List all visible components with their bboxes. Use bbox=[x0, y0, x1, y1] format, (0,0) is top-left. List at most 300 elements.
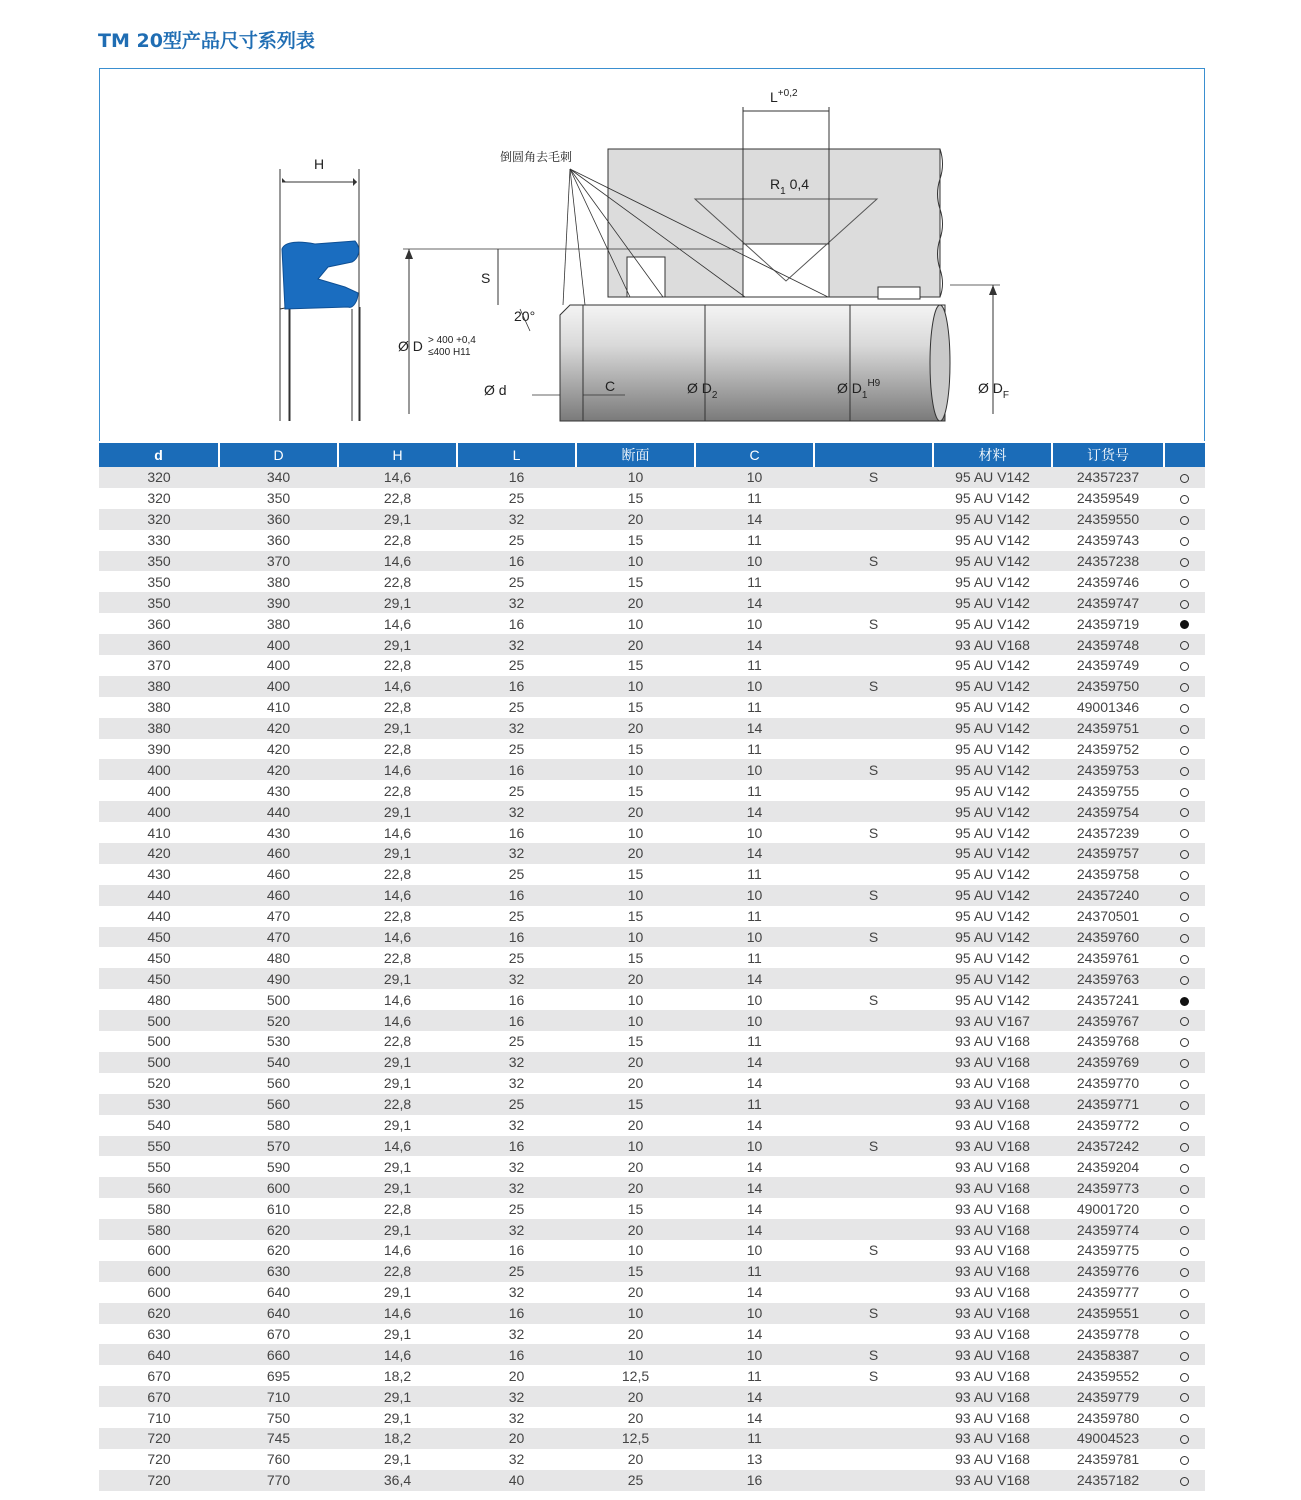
stock-indicator bbox=[1164, 697, 1205, 718]
table-cell: 710 bbox=[99, 1407, 219, 1428]
table-cell: 20 bbox=[576, 1052, 695, 1073]
table-cell: 14 bbox=[695, 843, 814, 864]
table-cell: 360 bbox=[99, 613, 219, 634]
open-circle-icon bbox=[1180, 537, 1189, 546]
table-cell: 25 bbox=[457, 947, 576, 968]
table-cell: 32 bbox=[457, 1219, 576, 1240]
table-cell: 440 bbox=[99, 885, 219, 906]
table-cell: 14 bbox=[695, 1407, 814, 1428]
table-cell: 93 AU V168 bbox=[933, 1282, 1052, 1303]
table-cell: 11 bbox=[695, 906, 814, 927]
table-cell: 380 bbox=[99, 718, 219, 739]
stock-indicator bbox=[1164, 1177, 1205, 1198]
table-row bbox=[99, 1261, 1205, 1282]
table-cell: S bbox=[814, 885, 933, 906]
label-l: $L^{+0,2}$ bbox=[770, 88, 798, 105]
open-circle-icon bbox=[1180, 976, 1189, 985]
table-cell: 32 bbox=[457, 1407, 576, 1428]
table-cell: 450 bbox=[99, 927, 219, 948]
table-cell: 470 bbox=[219, 927, 338, 948]
table-cell: 12,5 bbox=[576, 1365, 695, 1386]
table-cell: 29,1 bbox=[338, 1156, 457, 1177]
table-cell: 95 AU V142 bbox=[933, 467, 1052, 488]
stock-indicator bbox=[1164, 885, 1205, 906]
table-cell: 14 bbox=[695, 1052, 814, 1073]
table-cell: 16 bbox=[457, 676, 576, 697]
table-cell: 14 bbox=[695, 1282, 814, 1303]
table-cell: 14,6 bbox=[338, 1136, 457, 1157]
table-cell: 15 bbox=[576, 655, 695, 676]
open-circle-icon bbox=[1180, 1310, 1189, 1319]
table-cell: 600 bbox=[219, 1177, 338, 1198]
stock-indicator bbox=[1164, 1282, 1205, 1303]
table-cell: 420 bbox=[219, 739, 338, 760]
table-cell: 29,1 bbox=[338, 592, 457, 613]
table-cell: 580 bbox=[99, 1219, 219, 1240]
table-row bbox=[99, 989, 1205, 1010]
table-cell: 600 bbox=[99, 1282, 219, 1303]
table-cell: 420 bbox=[219, 759, 338, 780]
table-row bbox=[99, 968, 1205, 989]
table-row bbox=[99, 906, 1205, 927]
stock-indicator bbox=[1164, 1115, 1205, 1136]
table-cell: 15 bbox=[576, 906, 695, 927]
table-cell: 25 bbox=[457, 1031, 576, 1052]
table-cell: 24357237 bbox=[1052, 467, 1164, 488]
stock-indicator bbox=[1164, 509, 1205, 530]
table-cell: 24359748 bbox=[1052, 634, 1164, 655]
col-header-4: 断面 bbox=[576, 443, 695, 467]
table-cell: 10 bbox=[576, 989, 695, 1010]
table-cell: 24359755 bbox=[1052, 780, 1164, 801]
stock-indicator bbox=[1164, 655, 1205, 676]
seal-profile bbox=[280, 156, 360, 421]
table-cell: 24359774 bbox=[1052, 1219, 1164, 1240]
stock-indicator bbox=[1164, 947, 1205, 968]
table-cell bbox=[814, 1198, 933, 1219]
table-cell: 520 bbox=[219, 1010, 338, 1031]
table-cell bbox=[814, 1010, 933, 1031]
table-cell: 24359773 bbox=[1052, 1177, 1164, 1198]
table-cell: 24357239 bbox=[1052, 822, 1164, 843]
table-cell: 400 bbox=[99, 780, 219, 801]
table-cell: 29,1 bbox=[338, 1386, 457, 1407]
table-cell: 490 bbox=[219, 968, 338, 989]
table-cell bbox=[814, 1073, 933, 1094]
table-row bbox=[99, 822, 1205, 843]
diagram-svg bbox=[100, 69, 1204, 441]
open-circle-icon bbox=[1180, 1393, 1189, 1402]
table-cell: 15 bbox=[576, 1031, 695, 1052]
table-cell: 14 bbox=[695, 592, 814, 613]
table-cell: 10 bbox=[695, 613, 814, 634]
table-cell: 15 bbox=[576, 780, 695, 801]
table-cell: 24359550 bbox=[1052, 509, 1164, 530]
table-cell: 24359753 bbox=[1052, 759, 1164, 780]
table-cell: 530 bbox=[219, 1031, 338, 1052]
table-cell: 24357182 bbox=[1052, 1470, 1164, 1491]
table-cell: 14,6 bbox=[338, 1010, 457, 1031]
table-cell: 400 bbox=[219, 676, 338, 697]
table-row bbox=[99, 613, 1205, 634]
table-cell: 22,8 bbox=[338, 488, 457, 509]
open-circle-icon bbox=[1180, 579, 1189, 588]
table-cell: 32 bbox=[457, 592, 576, 613]
filled-circle-icon bbox=[1180, 620, 1189, 629]
col-header-3: L bbox=[457, 443, 576, 467]
table-cell: 95 AU V142 bbox=[933, 780, 1052, 801]
table-cell: 16 bbox=[457, 613, 576, 634]
table-cell: 18,2 bbox=[338, 1365, 457, 1386]
table-body bbox=[99, 467, 1205, 1491]
stock-indicator bbox=[1164, 780, 1205, 801]
table-row bbox=[99, 634, 1205, 655]
table-cell: 93 AU V168 bbox=[933, 1407, 1052, 1428]
label-d2: Ø $D_2$ bbox=[687, 380, 718, 401]
open-circle-icon bbox=[1180, 600, 1189, 609]
table-cell: 29,1 bbox=[338, 1073, 457, 1094]
table-cell: 10 bbox=[576, 467, 695, 488]
table-cell: 32 bbox=[457, 843, 576, 864]
table-cell: 49001346 bbox=[1052, 697, 1164, 718]
stock-indicator bbox=[1164, 1052, 1205, 1073]
table-cell: 16 bbox=[457, 467, 576, 488]
table-cell: 95 AU V142 bbox=[933, 551, 1052, 572]
table-cell: 10 bbox=[576, 1344, 695, 1365]
table-cell: 32 bbox=[457, 1324, 576, 1345]
table-cell: 720 bbox=[99, 1470, 219, 1491]
stock-indicator bbox=[1164, 843, 1205, 864]
table-cell: 20 bbox=[576, 1073, 695, 1094]
table-cell bbox=[814, 739, 933, 760]
table-cell: 15 bbox=[576, 1261, 695, 1282]
table-cell: 93 AU V168 bbox=[933, 1115, 1052, 1136]
table-cell: 16 bbox=[457, 1010, 576, 1031]
table-cell: 360 bbox=[219, 509, 338, 530]
table-cell: 93 AU V168 bbox=[933, 1240, 1052, 1261]
table-cell: 14 bbox=[695, 1324, 814, 1345]
table-cell: 15 bbox=[576, 571, 695, 592]
table-cell: 11 bbox=[695, 1365, 814, 1386]
table-cell: 11 bbox=[695, 864, 814, 885]
table-cell: S bbox=[814, 927, 933, 948]
table-cell: 29,1 bbox=[338, 509, 457, 530]
table-cell: 610 bbox=[219, 1198, 338, 1219]
table-row bbox=[99, 697, 1205, 718]
table-cell: 10 bbox=[576, 613, 695, 634]
table-cell: 420 bbox=[99, 843, 219, 864]
table-cell: 95 AU V142 bbox=[933, 927, 1052, 948]
filled-circle-icon bbox=[1180, 997, 1189, 1006]
table-cell: 10 bbox=[576, 551, 695, 572]
table-cell: 14,6 bbox=[338, 551, 457, 572]
table-row bbox=[99, 1010, 1205, 1031]
table-cell: 14,6 bbox=[338, 885, 457, 906]
table-cell: 10 bbox=[576, 1136, 695, 1157]
open-circle-icon bbox=[1180, 1268, 1189, 1277]
table-cell bbox=[814, 1324, 933, 1345]
table-cell: 29,1 bbox=[338, 1177, 457, 1198]
open-circle-icon bbox=[1180, 662, 1189, 671]
table-cell: 540 bbox=[219, 1052, 338, 1073]
label-d-inner: Ø d bbox=[484, 382, 507, 398]
table-cell: 380 bbox=[219, 613, 338, 634]
table-cell: 95 AU V142 bbox=[933, 676, 1052, 697]
table-cell: 24359769 bbox=[1052, 1052, 1164, 1073]
stock-indicator bbox=[1164, 968, 1205, 989]
open-circle-icon bbox=[1180, 1289, 1189, 1298]
table-cell: 29,1 bbox=[338, 843, 457, 864]
stock-indicator bbox=[1164, 927, 1205, 948]
table-cell: 93 AU V168 bbox=[933, 1470, 1052, 1491]
table-cell: 24359719 bbox=[1052, 613, 1164, 634]
table-cell bbox=[814, 1449, 933, 1470]
table-cell bbox=[814, 634, 933, 655]
table-row bbox=[99, 1177, 1205, 1198]
table-cell: 24359746 bbox=[1052, 571, 1164, 592]
table-cell: 10 bbox=[695, 1010, 814, 1031]
table-cell: S bbox=[814, 551, 933, 572]
table-cell: 20 bbox=[576, 592, 695, 613]
table-cell: 24357238 bbox=[1052, 551, 1164, 572]
table-cell: 29,1 bbox=[338, 1324, 457, 1345]
page-title: TM 20型产品尺寸系列表 bbox=[98, 30, 315, 52]
table-cell: 24359775 bbox=[1052, 1240, 1164, 1261]
stock-indicator bbox=[1164, 906, 1205, 927]
table-cell: 350 bbox=[219, 488, 338, 509]
table-cell: 95 AU V142 bbox=[933, 989, 1052, 1010]
table-cell: 95 AU V142 bbox=[933, 697, 1052, 718]
table-cell: 720 bbox=[99, 1449, 219, 1470]
table-cell: 95 AU V142 bbox=[933, 759, 1052, 780]
table-cell: 16 bbox=[457, 822, 576, 843]
table-cell: 350 bbox=[99, 592, 219, 613]
table-cell: 14,6 bbox=[338, 1303, 457, 1324]
table-cell: 380 bbox=[99, 697, 219, 718]
table-cell: 400 bbox=[99, 801, 219, 822]
table-cell: 22,8 bbox=[338, 571, 457, 592]
table-row bbox=[99, 801, 1205, 822]
open-circle-icon bbox=[1180, 1080, 1189, 1089]
table-cell: 14,6 bbox=[338, 676, 457, 697]
open-circle-icon bbox=[1180, 725, 1189, 734]
stock-indicator bbox=[1164, 571, 1205, 592]
table-cell: 22,8 bbox=[338, 697, 457, 718]
table-row bbox=[99, 509, 1205, 530]
open-circle-icon bbox=[1180, 1059, 1189, 1068]
table-cell: 560 bbox=[99, 1177, 219, 1198]
stock-indicator bbox=[1164, 1470, 1205, 1491]
label-h: H bbox=[314, 156, 325, 172]
table-cell bbox=[814, 1219, 933, 1240]
table-cell: 390 bbox=[99, 739, 219, 760]
table-cell bbox=[814, 571, 933, 592]
table-cell: 480 bbox=[99, 989, 219, 1010]
table-cell: 93 AU V168 bbox=[933, 1156, 1052, 1177]
table-cell bbox=[814, 1115, 933, 1136]
table-cell: 11 bbox=[695, 1261, 814, 1282]
table-cell: 95 AU V142 bbox=[933, 968, 1052, 989]
table-cell: 11 bbox=[695, 488, 814, 509]
table-cell: 95 AU V142 bbox=[933, 864, 1052, 885]
stock-indicator bbox=[1164, 1365, 1205, 1386]
table-cell: 15 bbox=[576, 864, 695, 885]
table-cell bbox=[814, 718, 933, 739]
table-cell bbox=[814, 1386, 933, 1407]
table-cell: 540 bbox=[99, 1115, 219, 1136]
table-cell: 10 bbox=[695, 885, 814, 906]
open-circle-icon bbox=[1180, 955, 1189, 964]
table-cell: 350 bbox=[99, 551, 219, 572]
table-cell: 93 AU V168 bbox=[933, 1324, 1052, 1345]
stock-indicator bbox=[1164, 1303, 1205, 1324]
table-cell: 16 bbox=[457, 989, 576, 1010]
table-cell: 11 bbox=[695, 947, 814, 968]
table-cell: 40 bbox=[457, 1470, 576, 1491]
table-row bbox=[99, 488, 1205, 509]
table-cell: 750 bbox=[219, 1407, 338, 1428]
table-row bbox=[99, 759, 1205, 780]
table-cell bbox=[814, 655, 933, 676]
table-row bbox=[99, 1449, 1205, 1470]
table-row bbox=[99, 1115, 1205, 1136]
table-cell: 320 bbox=[99, 509, 219, 530]
rod bbox=[560, 305, 950, 421]
table-cell: 22,8 bbox=[338, 864, 457, 885]
table-cell: 22,8 bbox=[338, 1094, 457, 1115]
table-cell: 16 bbox=[457, 927, 576, 948]
table-cell: 25 bbox=[457, 864, 576, 885]
table-cell: 14 bbox=[695, 1115, 814, 1136]
stock-indicator bbox=[1164, 1156, 1205, 1177]
table-cell: 460 bbox=[219, 885, 338, 906]
table-cell: 10 bbox=[695, 1344, 814, 1365]
table-cell bbox=[814, 592, 933, 613]
table-cell: 29,1 bbox=[338, 1115, 457, 1136]
table-cell: 370 bbox=[99, 655, 219, 676]
col-header-5: C bbox=[695, 443, 814, 467]
table-cell bbox=[814, 947, 933, 968]
table-row bbox=[99, 927, 1205, 948]
table-cell: 29,1 bbox=[338, 801, 457, 822]
label-d1: Ø $D_1^{H9}$ bbox=[837, 378, 881, 401]
table-cell: 95 AU V142 bbox=[933, 822, 1052, 843]
open-circle-icon bbox=[1180, 1435, 1189, 1444]
table-cell: 550 bbox=[99, 1156, 219, 1177]
table-cell: 20 bbox=[576, 1449, 695, 1470]
table-cell: 10 bbox=[695, 822, 814, 843]
stock-indicator bbox=[1164, 676, 1205, 697]
table-cell: 10 bbox=[695, 467, 814, 488]
table-cell: 25 bbox=[457, 1261, 576, 1282]
table-cell: 14,6 bbox=[338, 1240, 457, 1261]
table-cell: 95 AU V142 bbox=[933, 613, 1052, 634]
table-cell: 14,6 bbox=[338, 822, 457, 843]
stock-indicator bbox=[1164, 864, 1205, 885]
table-cell: 14,6 bbox=[338, 989, 457, 1010]
table-cell: 470 bbox=[219, 906, 338, 927]
table-cell: 15 bbox=[576, 739, 695, 760]
table-cell: 20 bbox=[457, 1428, 576, 1449]
table-cell: 14 bbox=[695, 968, 814, 989]
table-cell: 620 bbox=[219, 1240, 338, 1261]
stock-indicator bbox=[1164, 1136, 1205, 1157]
table-cell: 10 bbox=[576, 1240, 695, 1261]
table-cell: 22,8 bbox=[338, 780, 457, 801]
table-cell: 93 AU V168 bbox=[933, 1449, 1052, 1470]
table-header bbox=[99, 443, 1205, 467]
table-cell: 93 AU V168 bbox=[933, 1303, 1052, 1324]
open-circle-icon bbox=[1180, 1122, 1189, 1131]
table-cell: 32 bbox=[457, 1282, 576, 1303]
table-cell: 660 bbox=[219, 1344, 338, 1365]
table-cell: S bbox=[814, 759, 933, 780]
table-cell: 670 bbox=[99, 1365, 219, 1386]
table-row bbox=[99, 1219, 1205, 1240]
stock-indicator bbox=[1164, 1198, 1205, 1219]
table-cell: 95 AU V142 bbox=[933, 906, 1052, 927]
table-cell: 460 bbox=[219, 843, 338, 864]
table-cell: 93 AU V168 bbox=[933, 1177, 1052, 1198]
stock-indicator bbox=[1164, 1031, 1205, 1052]
table-cell bbox=[814, 1428, 933, 1449]
table-cell: 10 bbox=[695, 759, 814, 780]
table-cell: 430 bbox=[219, 780, 338, 801]
table-cell: 95 AU V142 bbox=[933, 801, 1052, 822]
table-cell: 14 bbox=[695, 509, 814, 530]
table-cell: 24359761 bbox=[1052, 947, 1164, 968]
table-cell: 15 bbox=[576, 697, 695, 718]
table-cell: S bbox=[814, 1344, 933, 1365]
table-cell: 460 bbox=[219, 864, 338, 885]
table-cell bbox=[814, 1031, 933, 1052]
table-cell: 15 bbox=[576, 947, 695, 968]
table-cell: 12,5 bbox=[576, 1428, 695, 1449]
table-cell: 450 bbox=[99, 968, 219, 989]
table-cell: 93 AU V168 bbox=[933, 1428, 1052, 1449]
table-cell: 32 bbox=[457, 1386, 576, 1407]
table-cell: 760 bbox=[219, 1449, 338, 1470]
table-cell: 25 bbox=[457, 780, 576, 801]
table-cell: 24358387 bbox=[1052, 1344, 1164, 1365]
table-cell: 20 bbox=[457, 1365, 576, 1386]
table-cell bbox=[814, 1052, 933, 1073]
table-cell: 95 AU V142 bbox=[933, 592, 1052, 613]
label-s: S bbox=[481, 270, 491, 286]
open-circle-icon bbox=[1180, 1017, 1189, 1026]
stock-indicator bbox=[1164, 1261, 1205, 1282]
table-row bbox=[99, 1240, 1205, 1261]
table-cell: 570 bbox=[219, 1136, 338, 1157]
table-cell: 14,6 bbox=[338, 1344, 457, 1365]
size-table bbox=[99, 443, 1205, 1491]
table-cell: 620 bbox=[99, 1303, 219, 1324]
table-cell: 20 bbox=[576, 1115, 695, 1136]
stock-indicator bbox=[1164, 592, 1205, 613]
table-cell: 32 bbox=[457, 968, 576, 989]
table-cell: 14 bbox=[695, 1219, 814, 1240]
table-cell: 430 bbox=[219, 822, 338, 843]
table-cell: 24359770 bbox=[1052, 1073, 1164, 1094]
table-cell: 630 bbox=[99, 1324, 219, 1345]
table-cell: 22,8 bbox=[338, 1031, 457, 1052]
label-df: Ø $D_F$ bbox=[978, 380, 1009, 401]
table-cell: 320 bbox=[99, 467, 219, 488]
table-cell: 24359752 bbox=[1052, 739, 1164, 760]
table-cell: 29,1 bbox=[338, 1449, 457, 1470]
table-cell: 520 bbox=[99, 1073, 219, 1094]
table-cell: 11 bbox=[695, 697, 814, 718]
